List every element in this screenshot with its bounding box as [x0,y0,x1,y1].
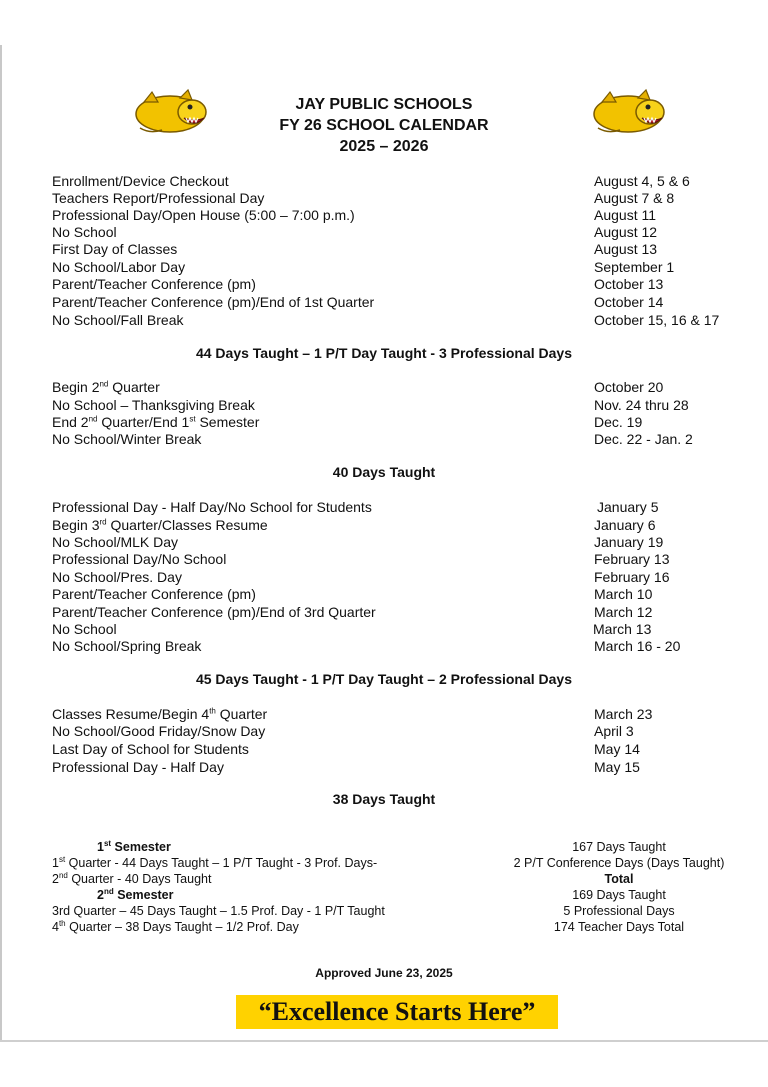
top-margin [0,0,768,45]
event-date: January 5 [597,499,659,515]
event-label: Professional Day/Open House (5:00 – 7:00 p.m.) [52,207,355,223]
pt-conference-days: 2 P/T Conference Days (Days Taught) [513,856,725,870]
event-label: Parent/Teacher Conference (pm)/End of 3rd Quarter [52,604,376,620]
event-label: Teachers Report/Professional Day [52,190,265,206]
event-label: Begin 2nd Quarter [52,379,160,395]
event-label: Professional Day - Half Day [52,759,224,775]
calendar-row [52,240,752,258]
event-label: End 2nd Quarter/End 1st Semester [52,414,260,430]
event-label: Enrollment/Device Checkout [52,173,229,189]
quarter-summary: 40 Days Taught [332,464,436,480]
professional-days-total: 5 Professional Days [563,904,675,918]
event-label: Professional Day - Half Day/No School for Students [52,499,372,515]
semester2-days-taught: 169 Days Taught [572,888,666,902]
semester1-days-taught: 167 Days Taught [572,840,666,854]
page-bottom-rule [0,1040,768,1042]
event-date: August 4, 5 & 6 [594,173,690,189]
event-date: Dec. 22 - Jan. 2 [594,431,693,447]
calendar-row [52,430,752,448]
school-name-heading: JAY PUBLIC SCHOOLS [295,96,473,113]
page-left-edge [0,45,2,1040]
calendar-row [52,189,752,207]
calendar-row [52,516,752,534]
calendar-row [52,620,752,638]
calendar-row [52,396,752,414]
event-date: October 13 [594,276,664,292]
event-label: No School/Pres. Day [52,569,182,585]
school-year-heading: 2025 – 2026 [339,138,429,155]
event-date: October 14 [594,294,664,310]
event-label: First Day of Classes [52,241,178,257]
first-quarter-summary: 1st Quarter - 44 Days Taught – 1 P/T Taught - 3 Prof. Days- [52,854,378,870]
calendar-row [52,223,752,241]
motto-banner: “Excellence Starts Here” [236,995,558,1029]
calendar-row [52,722,752,740]
event-date: August 12 [594,224,658,240]
event-label: No School [52,224,117,240]
teacher-days-total: 174 Teacher Days Total [553,920,685,934]
event-date: February 13 [594,551,670,567]
event-label: No School [52,621,117,637]
event-date: April 3 [594,723,634,739]
calendar-row [52,585,752,603]
event-label: No School/Winter Break [52,431,202,447]
calendar-row [52,293,752,311]
event-label: No School/Spring Break [52,638,202,654]
event-date: September 1 [594,259,675,275]
calendar-row [52,758,752,776]
event-date: March 12 [594,604,653,620]
event-date: August 13 [594,241,658,257]
calendar-row [52,550,752,568]
event-date: October 20 [594,379,664,395]
event-label: No School/Fall Break [52,312,184,328]
event-label: Classes Resume/Begin 4th Quarter [52,706,268,722]
event-label: Last Day of School for Students [52,741,249,757]
second-quarter-summary: 2nd Quarter - 40 Days Taught [52,870,212,886]
quarter-summary: 44 Days Taught – 1 P/T Day Taught - 3 Professional Days [195,345,573,361]
fourth-quarter-summary: 4th Quarter – 38 Days Taught – 1/2 Prof. Day [52,918,299,934]
calendar-row [52,275,752,293]
event-date: August 11 [594,207,657,223]
calendar-row [52,740,752,758]
calendar-row [52,378,752,396]
event-date: January 6 [594,517,656,533]
calendar-row [52,311,752,329]
event-date: February 16 [594,569,670,585]
event-date: March 10 [594,586,653,602]
event-label: No School/Good Friday/Snow Day [52,723,266,739]
event-date: January 19 [594,534,664,550]
calendar-row [52,413,752,431]
calendar-row [52,533,752,551]
event-date: August 7 & 8 [594,190,675,206]
event-date: May 14 [594,741,640,757]
quarter-summary: 45 Days Taught - 1 P/T Day Taught – 2 Professional Days [195,671,573,687]
total-heading: Total [604,872,634,886]
event-label: Parent/Teacher Conference (pm) [52,276,256,292]
event-date: Dec. 19 [594,414,643,430]
event-date: October 15, 16 & 17 [594,312,720,328]
calendar-row [52,498,752,516]
event-label: No School – Thanksgiving Break [52,397,255,413]
calendar-row [52,603,752,621]
calendar-title-heading: FY 26 SCHOOL CALENDAR [279,117,489,134]
second-semester-heading: 2nd Semester [97,886,174,902]
event-date: March 16 - 20 [594,638,681,654]
event-date: March 23 [594,706,653,722]
event-label: Parent/Teacher Conference (pm) [52,586,256,602]
third-quarter-summary: 3rd Quarter – 45 Days Taught – 1.5 Prof. Day - 1 P/T Taught [52,904,385,918]
approval-date: Approved June 23, 2025 [315,966,453,980]
event-date: March 13 [593,621,652,637]
event-label: No School/MLK Day [52,534,179,550]
event-label: Begin 3rd Quarter/Classes Resume [52,517,268,533]
event-label: Parent/Teacher Conference (pm)/End of 1st Quarter [52,294,375,310]
event-label: Professional Day/No School [52,551,227,567]
calendar-row [52,568,752,586]
calendar-row [52,258,752,276]
event-date: May 15 [594,759,640,775]
calendar-row [52,172,752,190]
event-date: Nov. 24 thru 28 [594,397,689,413]
calendar-row [52,637,752,655]
first-semester-heading: 1st Semester [97,838,171,854]
calendar-row [52,206,752,224]
quarter-summary: 38 Days Taught [332,791,436,807]
event-label: No School/Labor Day [52,259,186,275]
calendar-row [52,705,752,723]
